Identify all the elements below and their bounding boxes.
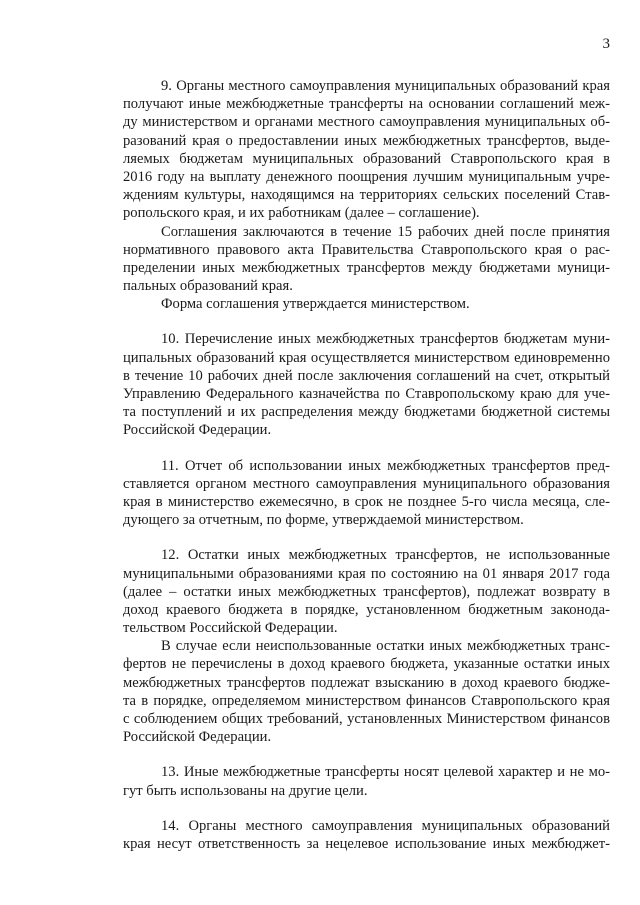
text-line: 9. Органы местного самоуправления муниципальных образований края (161, 78, 610, 94)
paragraph-p11 (123, 457, 610, 530)
document-body (123, 77, 610, 853)
text-line: фертов не перечислены в доход краевого бюджета, указанные остатки иных (123, 656, 610, 673)
paragraph-p10 (123, 330, 610, 439)
text-line: Российской Федерации. (123, 422, 272, 439)
paragraph-p14 (123, 817, 610, 853)
text-line: та поступлений и их распределения между бюджетами бюджетной системы (123, 404, 610, 421)
text-line: разований края о предоставлении иных межбюджетных трансфертов, выде- (123, 132, 610, 149)
paragraph-p9 (123, 77, 610, 223)
text-line: муниципальными образованиями края по состоянию на 01 января 2017 года (123, 565, 610, 582)
paragraph-gap (123, 800, 610, 817)
text-line: 13. Иные межбюджетные трансферты носят целевой характер и не мо- (161, 764, 610, 781)
text-line: ду министерством и органами местного самоуправления муниципальных об- (123, 114, 610, 131)
paragraph-p9-2 (123, 223, 610, 296)
paragraph-p12-2 (123, 637, 610, 746)
text-line: доход краевого бюджета в порядке, установленном бюджетным законода- (123, 601, 610, 618)
text-line: пределении иных межбюджетных трансфертов между бюджетами муници- (123, 259, 610, 276)
text-line: края в министерство ежемесячно, в срок не позднее 5-го числа месяца, сле- (123, 493, 610, 510)
text-line: Соглашения заключаются в течение 15 рабочих дней после принятия (161, 223, 610, 240)
text-line: та в порядке, определяемом министерством финансов Ставропольского края (123, 692, 610, 709)
text-line: 12. Остатки иных межбюджетных трансфертов, не использованные (161, 547, 610, 564)
text-line: нормативного правового акта Правительства Ставропольского края о рас- (123, 241, 610, 258)
text-line: края несут ответственность за нецелевое использование иных межбюджет- (123, 835, 610, 852)
paragraph-gap (123, 529, 610, 546)
text-line: ждениям культуры, находящимся на территориях сельских поселений Став- (123, 187, 610, 204)
paragraph-gap (123, 440, 610, 457)
text-line: 2016 году на выплату денежного поощрения лучшим муниципальным учре- (123, 168, 610, 185)
text-line: Форма соглашения утверждается министерством. (161, 296, 470, 313)
text-line: с соблюдением общих требований, установленных Министерством финансов (123, 711, 610, 727)
paragraph-p12 (123, 546, 610, 637)
text-line: гут быть использованы на другие цели. (123, 782, 368, 799)
text-line: межбюджетных трансфертов подлежат взысканию в доход краевого бюдже- (123, 674, 610, 691)
text-line: в течение 10 рабочих дней после заключения соглашений на счет, открытый (123, 367, 610, 384)
text-line: 11. Отчет об использовании иных межбюджетных трансфертов пред- (161, 457, 610, 474)
text-line: получают иные межбюджетные трансферты на основании соглашений меж- (123, 96, 610, 113)
text-line: ляемых бюджетам муниципальных образований Ставропольского края в (123, 150, 610, 167)
text-line: (далее – остатки иных межбюджетных трансфертов), подлежат возврату в (123, 583, 610, 600)
text-line: ставляется органом местного самоуправления муниципального образования (123, 475, 610, 492)
text-line: 10. Перечисление иных межбюджетных трансфертов бюджетам муни- (161, 331, 610, 348)
text-line: 14. Органы местного самоуправления муниципальных образований (161, 817, 610, 834)
paragraph-gap (123, 313, 610, 330)
paragraph-gap (123, 746, 610, 763)
page-number: 3 (602, 36, 610, 52)
text-line: Российской Федерации. (123, 729, 272, 746)
text-line: В случае если неиспользованные остатки иных межбюджетных транс- (161, 638, 610, 655)
text-line: ропольского края, и их работникам (далее – соглашение). (123, 205, 480, 222)
paragraph-p13 (123, 763, 610, 799)
text-line: Управлению Федерального казначейства по Ставропольскому краю для уче- (123, 386, 610, 402)
paragraph-p9-3 (123, 295, 610, 313)
text-line: пальных образований края. (123, 278, 293, 295)
text-line: ципальных образований края осуществляется министерством единовременно (123, 349, 610, 366)
text-line: тельством Российской Федерации. (123, 620, 338, 637)
text-line: дующего за отчетным, по форме, утверждаемой министерством. (123, 512, 524, 529)
